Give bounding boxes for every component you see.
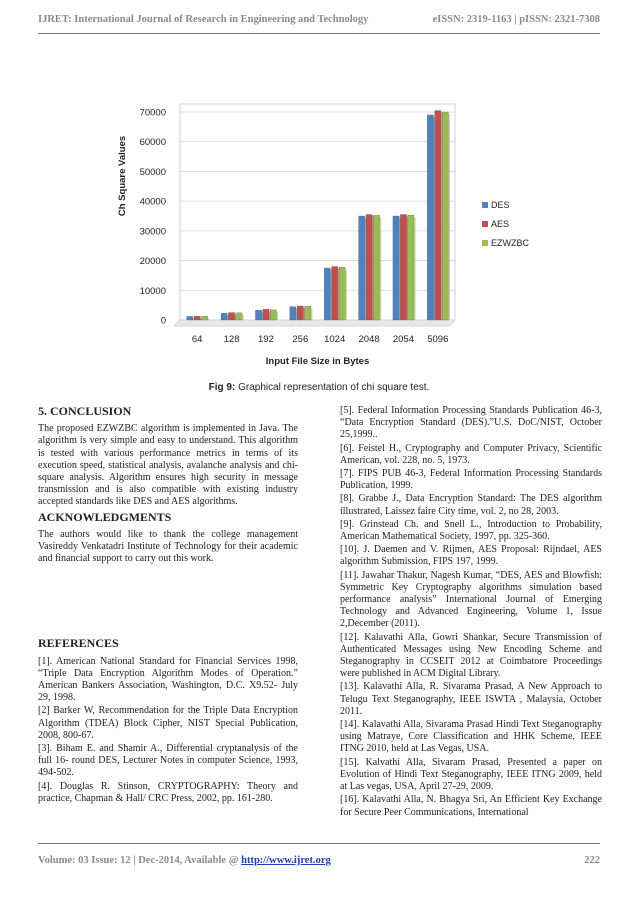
x-tick-label: 256 bbox=[292, 334, 309, 345]
x-tick-label: 64 bbox=[191, 334, 203, 345]
bar-ezwzbc bbox=[339, 267, 345, 320]
references-heading: REFERENCES bbox=[38, 636, 119, 651]
x-tick-label: 5096 bbox=[427, 334, 449, 345]
bar-aes bbox=[228, 313, 234, 320]
reference-item: [6]. Feistel H., Cryptography and Computer Privacy, Scientific American, vol. 228, no. 5, 1973. bbox=[340, 442, 602, 466]
bar-des bbox=[393, 216, 399, 320]
x-tick-label: 2048 bbox=[358, 334, 380, 345]
bar-des bbox=[290, 307, 296, 320]
reference-item: [9]. Grinstead Ch. and Snell L., Introduction to Probability, American Mathematical Society, 1997, pp. 325-360. bbox=[340, 518, 602, 543]
bar-aes bbox=[435, 111, 441, 320]
legend-swatch-ezwzbc bbox=[482, 240, 488, 246]
y-tick-label: 40000 bbox=[139, 196, 166, 208]
reference-item: [16]. Kalavathi Alla, N. Bhagya Sri, An Efficient Key Exchange for Secure Peer Communications, International bbox=[340, 794, 602, 818]
chi-square-chart bbox=[100, 90, 529, 370]
bar-ezwzbc bbox=[270, 310, 276, 320]
bar-side-ezwzbc bbox=[380, 217, 382, 320]
footer-rule bbox=[38, 843, 600, 844]
bar-des bbox=[427, 115, 433, 320]
y-tick-label: 70000 bbox=[139, 107, 166, 119]
bar-side-ezwzbc bbox=[311, 308, 313, 320]
page-number: 222 bbox=[584, 855, 600, 866]
y-tick-label: 60000 bbox=[139, 137, 166, 149]
bar-des bbox=[255, 310, 261, 320]
running-header bbox=[38, 14, 600, 30]
issn: eISSN: 2319-1163 | pISSN: 2321-7308 bbox=[432, 14, 600, 25]
running-footer bbox=[38, 855, 600, 871]
legend-swatch-des bbox=[482, 202, 488, 208]
bar-side-ezwzbc bbox=[242, 315, 244, 320]
figure-text: Graphical representation of chi square test. bbox=[238, 382, 430, 393]
reference-item: [13]. Kalavathi Alla, R. Sivarama Prasad, A New Approach to Telugu Text Steganography, IEEE ISWTA , Malaysia, October 2011. bbox=[340, 681, 602, 717]
journal-name: IJRET: International Journal of Research in Engineering and Technology bbox=[38, 14, 369, 25]
reference-item: [14]. Kalavathi Alla, Sivarama Prasad Hindi Text Steganography using Matraye, Core Classification and HHK Scheme, IEEE ITNG 2010, held at Las Vegas, USA. bbox=[340, 719, 602, 755]
reference-item: [10]. J. Daemen and V. Rijmen, AES Proposal: Rijndael, AES algorithm Submission, FIPS 197, 1999. bbox=[340, 544, 602, 568]
reference-item: [5]. Federal Information Processing Standards Publication 46-3, “Data Encryption Standard (DES).”U.S. DoC/NIST, October 25,1999.. bbox=[340, 405, 602, 441]
acknowledgments-heading: ACKNOWLEDGMENTS bbox=[38, 509, 172, 524]
bar-side-ezwzbc bbox=[448, 114, 450, 320]
bar-side-ezwzbc bbox=[414, 217, 416, 320]
y-tick-label: 0 bbox=[160, 315, 166, 327]
acknowledgments-text: The authors would like to thank the college management Vasireddy Venkatadri Institute of Technology for their academic and financial support to carry out this work. bbox=[38, 528, 298, 565]
bar-ezwzbc bbox=[305, 306, 311, 320]
figure-caption bbox=[0, 382, 638, 393]
legend-label-des: DES bbox=[491, 200, 510, 210]
x-tick-label: 128 bbox=[223, 334, 240, 345]
bar-ezwzbc bbox=[408, 215, 414, 320]
bar-side-ezwzbc bbox=[345, 269, 347, 320]
reference-item: [4]. Douglas R. Stinson, CRYPTOGRAPHY: Theory and practice, Chapman & Hall/ CRC Press, 2002, pp. 161-280. bbox=[38, 780, 298, 804]
plot-floor bbox=[174, 320, 455, 326]
reference-item: [7]. FIPS PUB 46-3, Federal Information Processing Standards Publication, 1999. bbox=[340, 468, 602, 492]
bar-ezwzbc bbox=[442, 112, 448, 320]
bar-aes bbox=[366, 215, 372, 320]
references-list-right bbox=[340, 405, 602, 819]
bar-side-ezwzbc bbox=[208, 318, 210, 320]
bar-aes bbox=[263, 309, 269, 320]
y-tick-label: 10000 bbox=[139, 285, 166, 297]
y-tick-label: 50000 bbox=[139, 166, 166, 178]
conclusion-text: The proposed EZWZBC algorithm is implemented in Java. The algorithm is very simple and easy to understand. This algorithm is tested with various performance metrics in terms of its execution speed, statistical analysis, avalanche analysis and chi-square analysis. Algorithm ensures high security in message transmission and is also compatible with existing industry accepted standards like DES and AES algorithms. bbox=[38, 423, 298, 508]
footer-volume-text: Volume: 03 Issue: 12 | Dec-2014, Available @ bbox=[38, 855, 242, 866]
bar-ezwzbc bbox=[201, 316, 207, 320]
footer-volume bbox=[38, 855, 331, 866]
x-tick-label: 192 bbox=[258, 334, 274, 345]
bar-aes bbox=[194, 316, 200, 320]
bar-des bbox=[221, 313, 227, 320]
legend-label-aes: AES bbox=[491, 219, 510, 229]
bar-des bbox=[187, 316, 193, 320]
bar-aes bbox=[297, 306, 303, 320]
bar-aes bbox=[332, 267, 338, 320]
right-column bbox=[340, 405, 602, 820]
bar-ezwzbc bbox=[236, 313, 242, 320]
bar-des bbox=[359, 216, 365, 320]
x-tick-label: 1024 bbox=[324, 334, 346, 345]
x-axis-label: Input File Size in Bytes bbox=[265, 356, 370, 367]
references-list-left bbox=[38, 656, 298, 805]
journal-link[interactable]: http://www.ijret.org bbox=[241, 855, 331, 866]
bar-des bbox=[324, 268, 330, 320]
header-rule bbox=[38, 33, 600, 34]
y-tick-label: 20000 bbox=[139, 256, 166, 268]
reference-item: [8]. Grabbe J., Data Encryption Standard: The DES algorithm illustrated, Laissez faire City time, vol. 2, no 28, 2003. bbox=[340, 493, 602, 517]
legend-swatch-aes bbox=[482, 221, 488, 227]
reference-item: [15]. Kalvathi Alla, Sivaram Prasad, Presented a paper on Evolution of Hindi Text Steganography, IEEE ITNG 2009, held at Las vegas, USA, April 27-29, 2009. bbox=[340, 756, 602, 793]
bar-aes bbox=[400, 215, 406, 320]
reference-item: [11]. Jawahar Thakur, Nagesh Kumar, “DES, AES and Blowfish: Symmetric Key Cryptography algorithms simulation based performance analysis” International Journal of Emerging Technology and Advanced Engineering, Volume 1, Issue 2,December (2011). bbox=[340, 569, 602, 630]
figure-label: Fig 9: bbox=[208, 382, 236, 393]
reference-item: [2] Barker W, Recommendation for the Triple Data Encryption Algorithm (TDEA) Block Cipher, NIST Special Publication, 2008, 800-67. bbox=[38, 705, 298, 741]
legend-label-ezwzbc: EZWZBC bbox=[491, 238, 529, 248]
reference-item: [3]. Biham E. and Shamir A., Differential cryptanalysis of the full 16- round DES, Lecturer Notes in computer Science, 1993, 494-502. bbox=[38, 743, 298, 779]
y-axis-label: Ch Square Values bbox=[117, 135, 128, 217]
bar-side-ezwzbc bbox=[276, 312, 278, 320]
bar-ezwzbc bbox=[373, 215, 379, 320]
x-tick-label: 2054 bbox=[392, 334, 415, 345]
reference-item: [12]. Kalavathi Alla, Gowri Shankar, Secure Transmission of Authenticated Messages using New Encoding Scheme and Steganography in CCSEIT 2012 at Coimbatore Proceedings were published in ACM Digital Library. bbox=[340, 631, 602, 680]
left-column bbox=[38, 405, 298, 806]
conclusion-heading: 5. CONCLUSION bbox=[38, 404, 132, 418]
y-tick-label: 30000 bbox=[139, 226, 166, 238]
reference-item: [1]. American National Standard for Financial Services 1998, “Triple Data Encryption Algorithm Modes of Operation.” American Bankers Association, Washington, D.C. X9.52- July 29, 1998. bbox=[38, 655, 298, 704]
